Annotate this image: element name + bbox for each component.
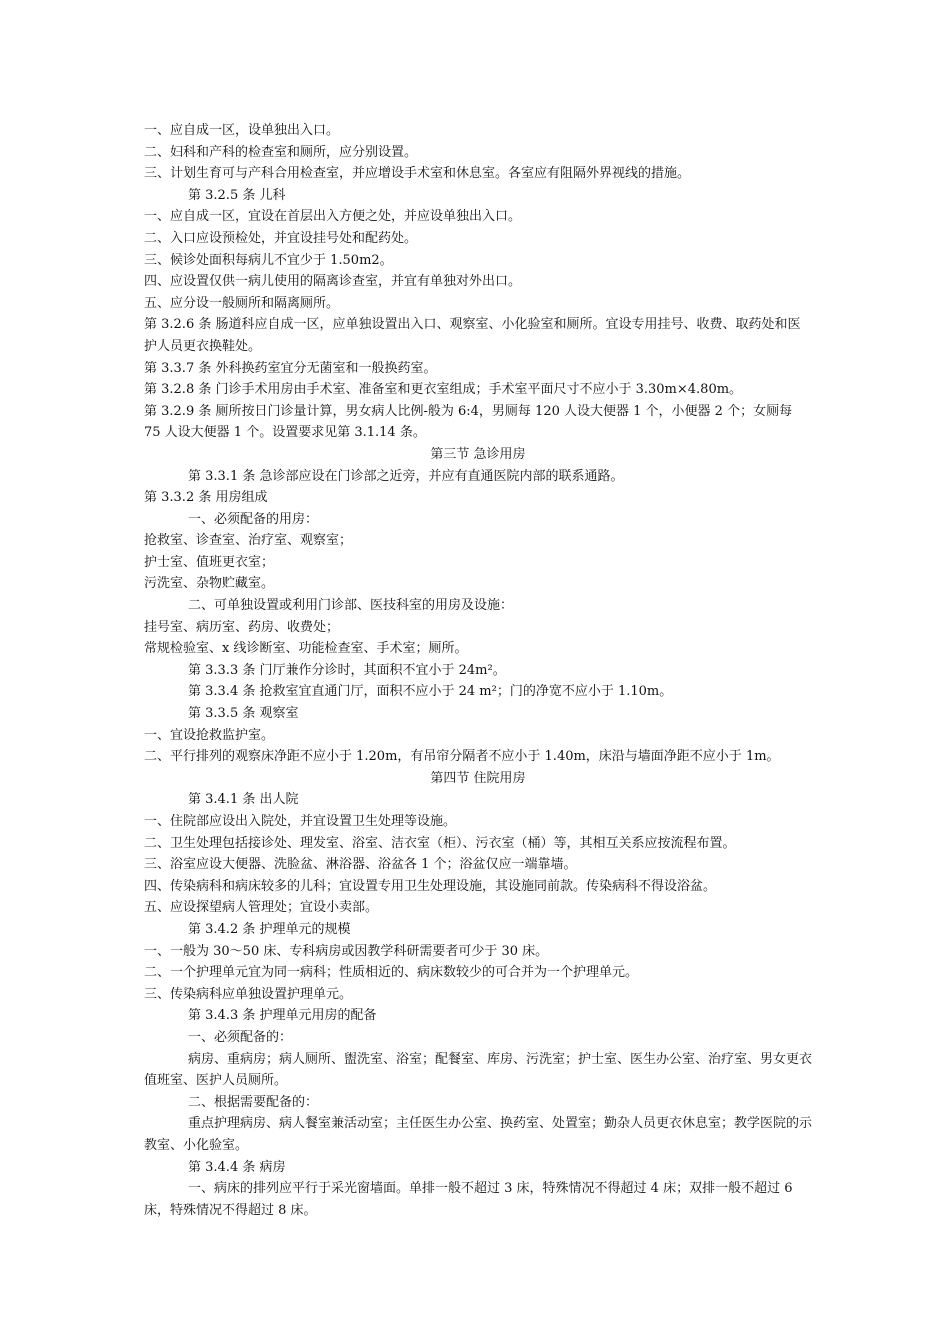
text-line: 污洗室、杂物贮藏室。 [144, 576, 275, 592]
text-line: 五、应设探望病人管理处；宜设小卖部。 [144, 900, 379, 916]
text-line: 二、可单独设置或利用门诊部、医技科室的用房及设施： [188, 598, 514, 614]
text-line: 二、一个护理单元宜为同一病科；性质相近的、病床数较少的可合并为一个护理单元。 [144, 965, 639, 981]
text-line: 第 3.3.3 条 门厅兼作分诊时，其面积不宜小于 24m²。 [188, 662, 506, 678]
text-line: 一、一般为 30～50 床、专科病房或因教学科研需要者可少于 30 床。 [144, 943, 549, 959]
text-line: 二、入口应设预检处，并宜设挂号处和配药处。 [144, 230, 418, 246]
text-line: 三、浴室应设大便器、洗脸盆、淋浴器、浴盆各 1 个；浴盆仅应一端靠墙。 [144, 857, 577, 873]
text-line: 护士室、值班更衣室； [144, 554, 275, 570]
text-line: 第 3.2.6 条 肠道科应自成一区，应单独设置出入口、观察室、小化验室和厕所。宜设专用挂号、收费、取药处和医护人员更衣换鞋处。 [144, 317, 801, 354]
text-line: 三、计划生育可与产科合用检查室，并应增设手术室和休息室。各室应有阻隔外界视线的措施。 [144, 166, 691, 182]
text-line: 二、卫生处理包括接诊处、理发室、浴室、洁衣室（柜）、污衣室（桶）等，其相互关系应按流程布置。 [144, 835, 736, 851]
text-line: 二、根据需要配备的： [188, 1094, 319, 1110]
text-line: 四、传染病科和病床较多的儿科；宜设置专用卫生处理设施，其设施同前款。传染病科不得设浴盆。 [144, 878, 717, 894]
text-line: 二、平行排列的观察床净距不应小于 1.20m，有吊帘分隔者不应小于 1.40m，床沿与墙面净距不应小于 1m。 [144, 749, 780, 765]
text-line: 四、应设置仅供一病儿使用的隔离诊查室，并宜有单独对外出口。 [144, 274, 522, 290]
text-line: 一、应自成一区，宜设在首层出入方便之处，并应设单独出入口。 [144, 209, 522, 225]
text-line: 第 3.4.4 条 病房 [188, 1159, 286, 1175]
text-line: 第 3.2.9 条 厕所按日门诊量计算，男女病人比例-般为 6:4，男厕每 120 人设大便器 1 个，小便器 2 个；女厕每 75 人设大便器 1 个。设置要求见第 3.1.14 条。 [144, 403, 793, 441]
text-line: 第 3.3.2 条 用房组成 [144, 490, 268, 506]
text-line: 第 3.4.3 条 护理单元用房的配备 [188, 1008, 377, 1024]
section-heading: 第四节 住院用房 [430, 770, 526, 786]
text-line: 三、候诊处面积每病儿不宜少于 1.50m2。 [144, 252, 393, 268]
text-line: 二、妇科和产科的检查室和厕所，应分别设置。 [144, 144, 418, 160]
text-line: 五、应分设一般厕所和隔离厕所。 [144, 295, 340, 311]
text-line: 一、宜设抢救监护室。 [144, 727, 275, 743]
text-line: 一、必须配备的用房： [188, 511, 319, 527]
text-line: 第 3.3.7 条 外科换药室宜分无菌室和一般换药室。 [144, 360, 437, 376]
text-line: 第 3.2.8 条 门诊手术用房由手术室、准备室和更衣室组成；手术室平面尺寸不应小于 3.30m×4.80m。 [144, 382, 743, 398]
text-line: 三、传染病科应单独设置护理单元。 [144, 986, 353, 1002]
text-line: 一、必须配备的： [188, 1029, 293, 1045]
text-line: 第 3.4.2 条 护理单元的规模 [188, 921, 351, 937]
text-line: 病房、重病房；病人厕所、盥洗室、浴室；配餐室、库房、污洗室；护士室、医生办公室、治疗室、男女更衣值班室、医护人员厕所。 [144, 1051, 813, 1089]
text-line: 一、住院部应设出入院处，并宜设置卫生处理等设施。 [144, 814, 457, 829]
text-line: 第 3.2.5 条 儿科 [188, 187, 286, 203]
text-line: 第 3.4.1 条 出人院 [188, 792, 299, 808]
text-line: 重点护理病房、病人餐室兼活动室；主任医生办公室、换药室、处置室；勤杂人员更衣休息室；教学医院的示教室、小化验室。 [144, 1116, 813, 1153]
text-line: 一、病床的排列应平行于采光窗墙面。单排一般不超过 3 床，特殊情况不得超过 4 床；双排一般不超过 6 床，特殊情况不得超过 8 床。 [144, 1181, 793, 1218]
text-line: 一、应自成一区，设单独出入口。 [144, 123, 340, 138]
text-line: 第 3.3.4 条 抢救室宜直通门厅，面积不应小于 24 m²；门的净宽不应小于 1.10m。 [188, 684, 673, 700]
text-line: 常规检验室、x 线诊断室、功能检查室、手术室；厕所。 [144, 641, 468, 657]
section-heading: 第三节 急诊用房 [430, 446, 526, 462]
text-line: 第 3.3.1 条 急诊部应设在门诊部之近旁，并应有直通医院内部的联系通路。 [188, 468, 624, 484]
text-line: 第 3.3.5 条 观察室 [188, 706, 299, 722]
text-line: 抢救室、诊查室、治疗室、观察室； [144, 533, 353, 549]
document-page [144, 120, 812, 1221]
text-line: 挂号室、病历室、药房、收费处； [144, 619, 340, 635]
